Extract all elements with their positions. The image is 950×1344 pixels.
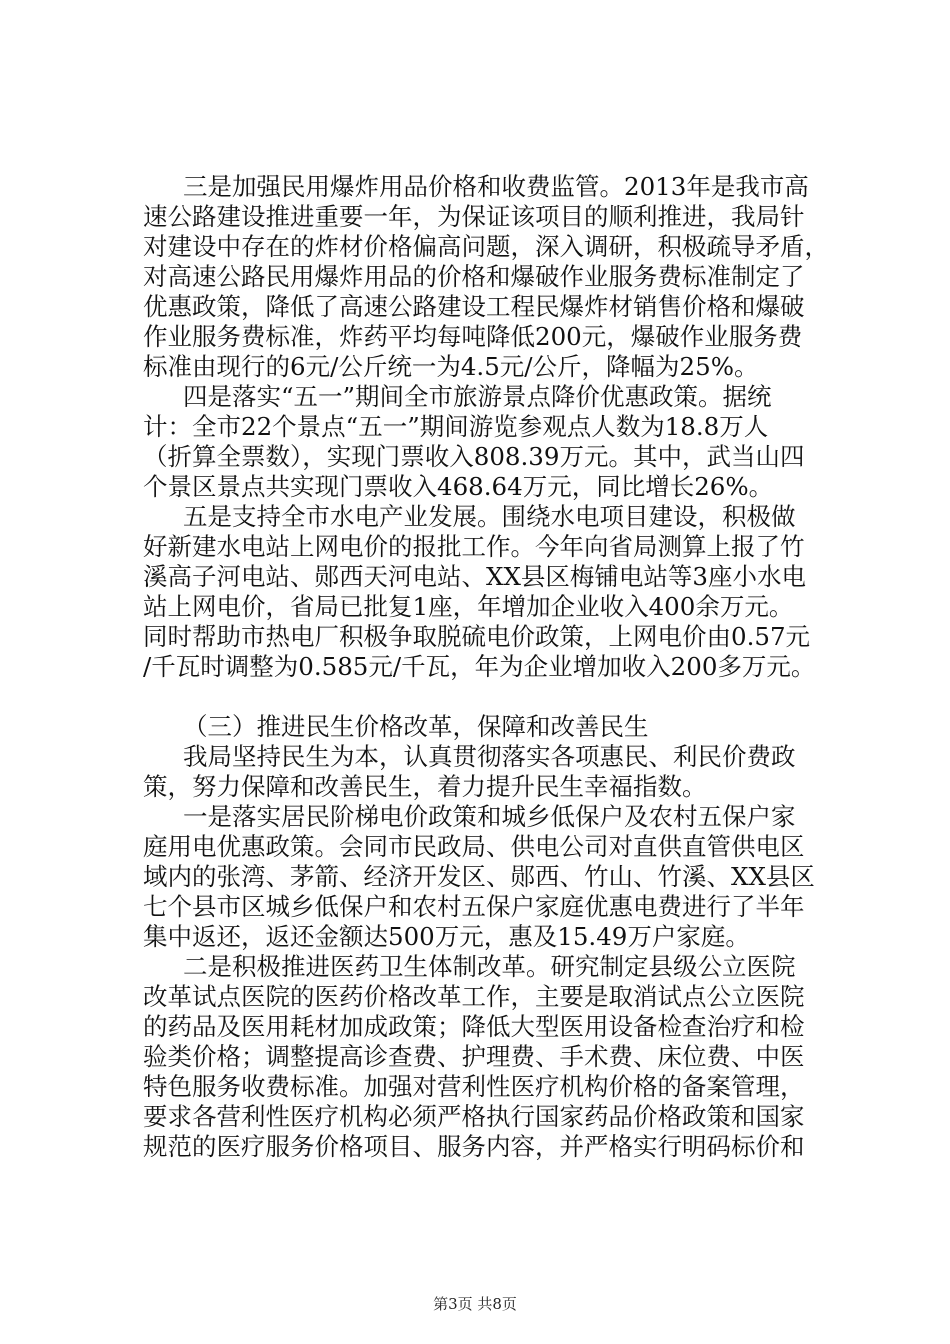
paragraph-line: /千瓦时调整为0.585元/千瓦，年为企业增加收入200多万元。 (143, 652, 816, 681)
paragraph-line: 计：全市22个景点“五一”期间游览参观点人数为18.8万人 (143, 412, 769, 441)
paragraph-line: 个景区景点共实现门票收入468.64万元，同比增长26%。 (143, 472, 774, 501)
paragraph-line: 溪高子河电站、郧西天河电站、XX县区梅铺电站等3座小水电 (143, 562, 806, 591)
paragraph-line: （折算全票数），实现门票收入808.39万元。其中，武当山四 (143, 442, 805, 471)
paragraph-line: 同时帮助市热电厂积极争取脱硫电价政策，上网电价由0.57元 (143, 622, 811, 651)
paragraph-line: 优惠政策，降低了高速公路建设工程民爆炸材销售价格和爆破 (143, 292, 805, 321)
paragraph-line: 三是加强民用爆炸用品价格和收费监管。2013年是我市高 (183, 172, 809, 201)
paragraph-line: 对建设中存在的炸材价格偏高问题，深入调研，积极疏导矛盾， (143, 232, 829, 261)
paragraph-line: 七个县市区城乡低保户和农村五保户家庭优惠电费进行了半年 (143, 892, 805, 921)
paragraph-line: 好新建水电站上网电价的报批工作。今年向省局测算上报了竹 (143, 532, 805, 561)
paragraph-line: 特色服务收费标准。加强对营利性医疗机构价格的备案管理， (143, 1072, 805, 1101)
paragraph-line: 策，努力保障和改善民生，着力提升民生幸福指数。 (143, 772, 707, 801)
paragraph-line: 四是落实“五一”期间全市旅游景点降价优惠政策。据统 (183, 382, 772, 411)
paragraph-line: 改革试点医院的医药价格改革工作，主要是取消试点公立医院 (143, 982, 805, 1011)
paragraph-line: 域内的张湾、茅箭、经济开发区、郧西、竹山、竹溪、XX县区 (143, 862, 815, 891)
paragraph-line: 集中返还，返还金额达500万元，惠及15.49万户家庭。 (143, 922, 750, 951)
paragraph-line: 作业服务费标准，炸药平均每吨降低200元，爆破作业服务费 (143, 322, 803, 351)
page-footer: 第3页 共8页 (433, 1295, 517, 1313)
paragraph-line: 对高速公路民用爆炸用品的价格和爆破作业服务费标准制定了 (143, 262, 805, 291)
paragraph-line: 五是支持全市水电产业发展。围绕水电项目建设，积极做 (183, 502, 796, 531)
paragraph-line: 我局坚持民生为本，认真贯彻落实各项惠民、利民价费政 (183, 742, 796, 771)
paragraph-line: 一是落实居民阶梯电价政策和城乡低保户及农村五保户家 (183, 802, 796, 831)
paragraph-line: 二是积极推进医药卫生体制改革。研究制定县级公立医院 (183, 952, 796, 981)
paragraph-line: 规范的医疗服务价格项目、服务内容，并严格实行明码标价和 (143, 1132, 805, 1161)
paragraph-line: 庭用电优惠政策。会同市民政局、供电公司对直供直管供电区 (143, 832, 805, 861)
section-heading: （三）推进民生价格改革，保障和改善民生 (183, 712, 649, 741)
paragraph-line: 站上网电价，省局已批复1座，年增加企业收入400余万元。 (143, 592, 794, 621)
paragraph-line: 验类价格；调整提高诊查费、护理费、手术费、床位费、中医 (143, 1042, 805, 1071)
paragraph-line: 要求各营利性医疗机构必须严格执行国家药品价格政策和国家 (143, 1102, 805, 1131)
paragraph-line: 速公路建设推进重要一年，为保证该项目的顺利推进，我局针 (143, 202, 805, 231)
paragraph-line: 标准由现行的6元/公斤统一为4.5元/公斤，降幅为25%。 (143, 352, 759, 381)
paragraph-line: 的药品及医用耗材加成政策；降低大型医用设备检查治疗和检 (143, 1012, 805, 1041)
